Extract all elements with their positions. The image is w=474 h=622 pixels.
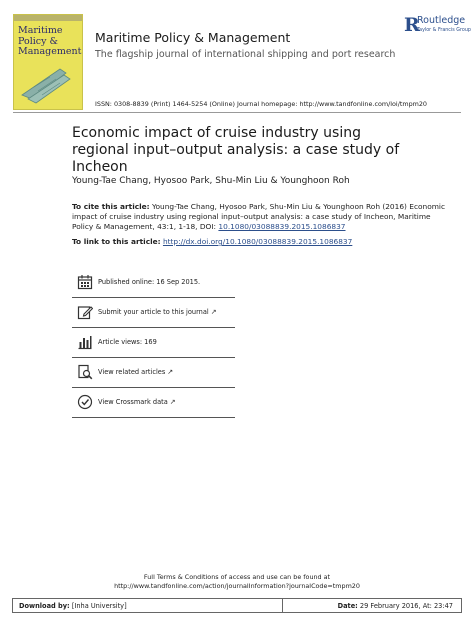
header-divider xyxy=(13,112,461,113)
crossmark-row[interactable] xyxy=(72,388,235,418)
cover-top-strip xyxy=(14,15,82,21)
crossmark-icon xyxy=(77,394,93,410)
pencil-edit-icon xyxy=(77,304,93,320)
download-date-label: Date: xyxy=(337,602,358,610)
bar-chart-icon xyxy=(77,334,93,350)
crossmark-link[interactable] xyxy=(98,398,176,406)
ship-illustration-icon xyxy=(20,65,83,105)
views-row xyxy=(72,328,235,358)
cite-text: Young-Tae Chang, Hyosoo Park, Shu-Min Liu & Younghoon Roh (2016) Economic impact of cruise industry using regional input–output analysis: a case study of Incheon, Maritime Policy & Management, 43:1, 1-18, DOI: xyxy=(72,202,446,231)
downloaded-by xyxy=(19,602,127,610)
terms-url-link[interactable]: http://www.tandfonline.com/action/journalInformation?journalCode=tmpm20 xyxy=(114,581,360,590)
related-articles-label: View related articles xyxy=(98,368,166,376)
link-label: To link to this article: xyxy=(72,237,161,246)
submit-article-label: Submit your article to this journal xyxy=(98,308,209,316)
publisher-name: Routledge xyxy=(417,15,466,26)
download-info-bar xyxy=(12,598,462,613)
published-row xyxy=(72,268,235,298)
publisher-logo xyxy=(404,14,471,40)
article-title: Economic impact of cruise industry using regional input–output analysis: a case study of Incheon xyxy=(72,125,400,175)
calendar-icon xyxy=(77,274,93,290)
cover-title: Maritime Policy & Management xyxy=(18,25,82,57)
download-date-value: 29 February 2016, At: 23:47 xyxy=(359,602,453,610)
external-link-icon: ↗ xyxy=(210,308,217,316)
magnifier-document-icon xyxy=(77,364,93,380)
download-date xyxy=(338,602,453,610)
downloaded-by-value: [Inha University] xyxy=(71,602,127,610)
journal-title[interactable]: Maritime Policy & Management xyxy=(95,30,291,45)
journal-subtitle: The flagship journal of international shipping and port research xyxy=(95,49,396,60)
article-info-box xyxy=(72,268,235,418)
issn-homepage-line[interactable]: ISSN: 0308-8839 (Print) 1464-5254 (Online) Journal homepage: http://www.tandfonline.com/loi/tmpm20 xyxy=(95,100,428,108)
external-link-icon: ↗ xyxy=(169,398,176,406)
doi-link[interactable]: 10.1080/03088839.2015.1086837 xyxy=(218,222,346,231)
publisher-group: Taylor & Francis Group xyxy=(417,28,471,33)
link-block xyxy=(72,237,352,246)
published-date: Published online: 16 Sep 2015. xyxy=(98,278,201,286)
terms-line-1: Full Terms & Conditions of access and use can be found at xyxy=(143,573,331,581)
submit-row[interactable] xyxy=(72,298,235,328)
download-bar-divider xyxy=(282,599,283,612)
journal-cover-image xyxy=(13,14,83,110)
external-link-icon: ↗ xyxy=(167,368,174,376)
article-url-link[interactable]: http://dx.doi.org/10.1080/03088839.2015.1086837 xyxy=(162,237,353,246)
article-authors: Young-Tae Chang, Hyosoo Park, Shu-Min Liu & Younghoon Roh xyxy=(72,176,350,186)
downloaded-by-label: Download by: xyxy=(19,602,70,610)
routledge-r-icon: R xyxy=(404,14,420,36)
terms-notice xyxy=(0,573,474,590)
article-views: Article views: 169 xyxy=(98,338,157,346)
crossmark-label: View Crossmark data xyxy=(98,398,168,406)
citation-block xyxy=(72,202,452,232)
cite-label: To cite this article: xyxy=(72,202,150,211)
submit-article-link[interactable] xyxy=(98,308,217,316)
related-articles-link[interactable] xyxy=(98,368,173,376)
related-row[interactable] xyxy=(72,358,235,388)
